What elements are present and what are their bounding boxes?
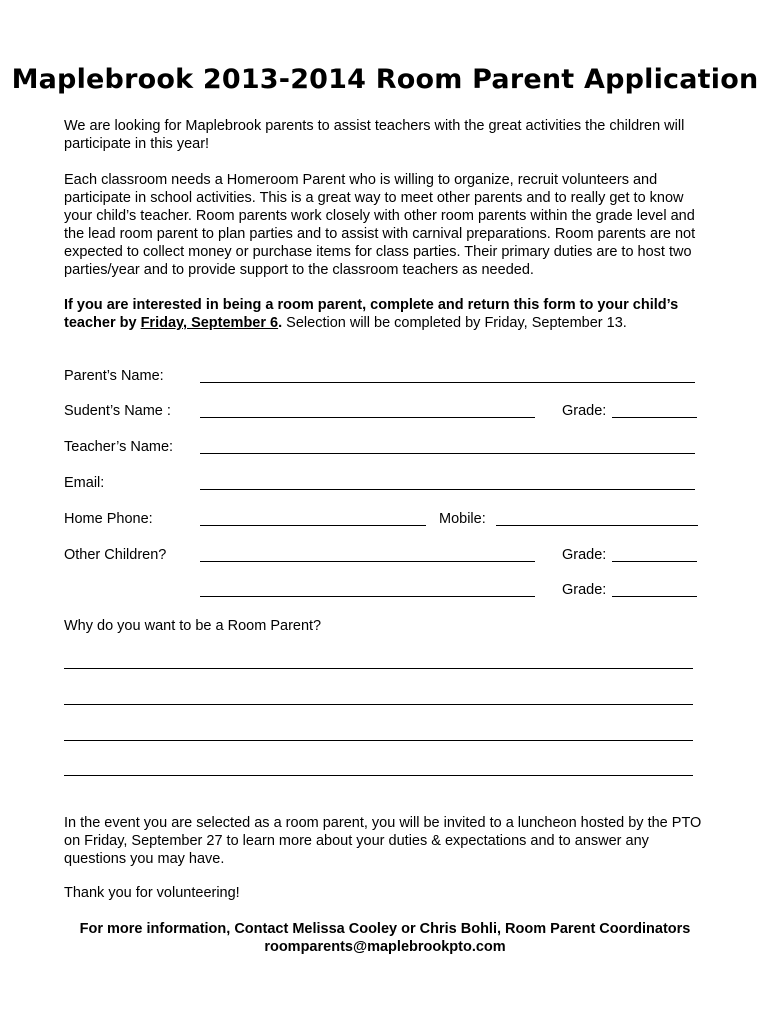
luncheon-paragraph: In the event you are selected as a room parent, you will be invited to a luncheon hosted by the PTO on Friday, September 27 to learn more about your duties & expectations and to answer any questions you may have.	[64, 815, 702, 867]
home-phone-line[interactable]	[200, 525, 426, 526]
mobile-label: Mobile:	[439, 511, 486, 527]
instructions-bold-text: If you are interested in being a room parent, complete and return this form to your child’s teacher by	[64, 297, 679, 331]
instructions-bold-suffix: .	[278, 315, 283, 331]
other-children-line-1[interactable]	[200, 561, 535, 562]
why-answer-line-1[interactable]	[64, 668, 693, 669]
parent-name-line[interactable]	[200, 382, 695, 383]
other-children-line-2[interactable]	[200, 596, 535, 597]
thanks-text: Thank you for volunteering!	[64, 885, 240, 901]
home-phone-label: Home Phone:	[64, 511, 153, 527]
other-children-label: Other Children?	[64, 547, 167, 563]
why-answer-line-4[interactable]	[64, 775, 693, 776]
grade-line[interactable]	[612, 417, 697, 418]
grade-label-3: Grade:	[562, 582, 607, 598]
instructions-paragraph	[64, 296, 714, 332]
why-answer-line-2[interactable]	[64, 704, 693, 705]
student-name-line[interactable]	[200, 417, 535, 418]
grade-label-2: Grade:	[562, 547, 607, 563]
deadline-text: Friday, September 6	[140, 315, 279, 331]
mobile-line[interactable]	[496, 525, 698, 526]
email-label: Email:	[64, 475, 105, 491]
selection-date-text: Selection will be completed by Friday, September 13.	[282, 315, 627, 331]
intro-paragraph: We are looking for Maplebrook parents to assist teachers with the great activities the children will participate in this year!	[64, 118, 685, 152]
contact-email[interactable]: roomparents@maplebrookpto.com	[264, 939, 506, 955]
teacher-name-line[interactable]	[200, 453, 695, 454]
parent-name-label: Parent’s Name:	[64, 368, 164, 384]
grade-line-2[interactable]	[612, 561, 697, 562]
description-paragraph: Each classroom needs a Homeroom Parent who is willing to organize, recruit volunteers and participate in school activities. This is a great way to meet other parents and to really get to know your child’s teacher. Room parents work closely with other room parents within the grade level and the lead room parent to plan parties and to assist with carnival preparations. Room parents are not expected to collect money or purchase items for class parties. Their primary duties are to host two parties/year and to provide support to the classroom teachers as needed.	[64, 172, 696, 278]
why-question-label: Why do you want to be a Room Parent?	[64, 618, 322, 634]
grade-label: Grade:	[562, 403, 607, 419]
grade-line-3[interactable]	[612, 596, 697, 597]
teacher-name-label: Teacher’s Name:	[64, 439, 174, 455]
why-answer-line-3[interactable]	[64, 740, 693, 741]
student-name-label: Sudent’s Name :	[64, 403, 171, 419]
contact-text: For more information, Contact Melissa Cooley or Chris Bohli, Room Parent Coordinators	[79, 921, 691, 937]
email-line[interactable]	[200, 489, 695, 490]
page-title: Maplebrook 2013-2014 Room Parent Application	[11, 64, 759, 95]
